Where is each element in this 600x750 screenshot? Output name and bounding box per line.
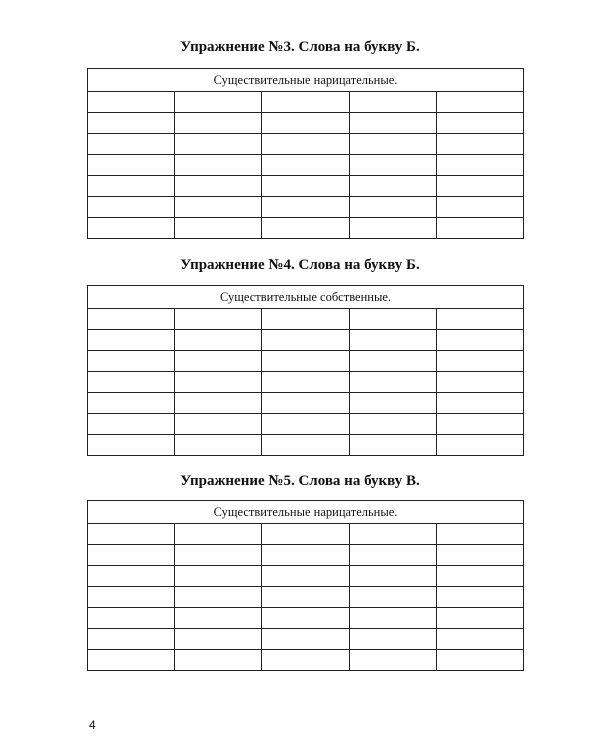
table-row (88, 372, 524, 393)
table-row (88, 218, 524, 239)
table-row (88, 650, 524, 671)
table-header: Существительные нарицательные. (88, 69, 524, 92)
exercise-title: Упражнение №5. Слова на букву В. (180, 473, 420, 489)
page-number: 4 (89, 718, 96, 732)
word-table (87, 500, 524, 671)
table-header: Существительные собственные. (88, 286, 524, 309)
word-table (87, 68, 524, 239)
table-row (88, 566, 524, 587)
table-row (88, 524, 524, 545)
table-row (88, 134, 524, 155)
table-row (88, 155, 524, 176)
table-row (88, 330, 524, 351)
table-row (88, 435, 524, 456)
word-table (87, 285, 524, 456)
table-row (88, 393, 524, 414)
table-row (88, 629, 524, 650)
table-row (88, 92, 524, 113)
exercise-title: Упражнение №3. Слова на букву Б. (180, 39, 420, 55)
table-row (88, 414, 524, 435)
table-row (88, 608, 524, 629)
exercise-title: Упражнение №4. Слова на букву Б. (180, 257, 420, 273)
table-row (88, 587, 524, 608)
table-row (88, 197, 524, 218)
table-row (88, 545, 524, 566)
table-row (88, 309, 524, 330)
table-header: Существительные нарицательные. (88, 501, 524, 524)
table-row (88, 351, 524, 372)
table-row (88, 113, 524, 134)
table-row (88, 176, 524, 197)
